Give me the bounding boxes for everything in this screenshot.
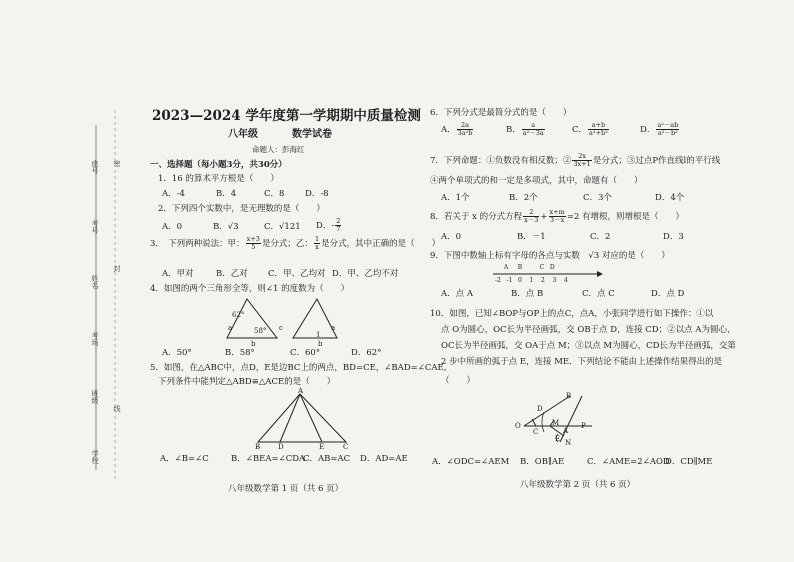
q4-label-62: 62° [232, 311, 245, 319]
q4-label-c: c [279, 324, 283, 332]
q8-text-b: =2 有增根，则增根是（ ） [566, 212, 685, 222]
q3-option-b: B．乙对 [216, 269, 248, 279]
q4-label-b2: b [318, 340, 323, 348]
denominator: 3a²b [457, 129, 473, 137]
number-line-tick: 2 [541, 277, 545, 284]
page-footer-left: 八年级数学第 1 页（共 6 页） [228, 484, 344, 494]
field-label: 姓名 [91, 275, 99, 289]
seal-mark: 线 [113, 405, 121, 412]
fraction [588, 122, 609, 137]
q2-d-prefix: D．- [316, 221, 335, 231]
q8-stem [430, 209, 684, 224]
q8-text-a: 8．若关于 x 的分式方程 [430, 212, 523, 222]
q9-stem: 9．下图中数轴上标有字母的各点与实数 √3 对应的是（ ） [430, 251, 670, 261]
q4-label-a: a [228, 324, 233, 332]
q5-option-a: A．∠B=∠C [160, 454, 209, 464]
q8-option-d: D．3 [663, 232, 684, 242]
q8-option-a: A．0 [441, 232, 462, 242]
grade-label: 八年级 [228, 129, 258, 140]
fraction [656, 122, 679, 137]
q10-option-a: A．∠ODC=∠AEM [432, 457, 510, 467]
q10-point-e: E [555, 435, 561, 443]
q5-point-b: B [255, 443, 261, 451]
numerator: 2 [336, 217, 341, 225]
page-footer-right: 八年级数学第 2 页（共 6 页） [520, 480, 636, 490]
q4-stem: 4．如图的两个三角形全等，则∠1 的度数为（ ） [150, 284, 350, 294]
numerator: x+m [549, 208, 565, 216]
numerator: a²－ab [657, 121, 679, 129]
number-line-letter: B [517, 264, 523, 271]
q5-point-e: E [319, 443, 325, 451]
field-label: 座号 [91, 160, 99, 174]
number-line-tick: -2 [495, 277, 501, 284]
q10-point-b: B [566, 392, 572, 400]
numerator: 2x [572, 153, 591, 161]
q10-point-p: P [581, 422, 586, 430]
denominator: 3－x [550, 216, 565, 224]
q1-option-a: A．-4 [162, 189, 185, 199]
number-line-letter: D [549, 264, 555, 271]
q4-option-b: B．58° [225, 348, 255, 358]
q5-stem-line1: 5．如图，在△ABC中，点D，E是边BC上的两点，BD=CE，∠BAD=∠CAE, [150, 363, 447, 373]
q3-option-a: A．甲对 [162, 269, 194, 279]
q10-point-c: C [533, 428, 539, 436]
q10-stem-line1: 10．如图，已知∠BOP与OP上的点C，点A，小张同学进行如下操作：①以 [430, 309, 714, 319]
numerator: a+b [588, 122, 609, 130]
numerator: 2a [457, 122, 474, 130]
seal-mark: 封 [113, 265, 121, 272]
q10-point-o: O [515, 422, 521, 430]
denominator: 3x+1 [573, 160, 591, 168]
field-label: 班级 [91, 390, 99, 404]
q10-option-d: D．CD∥ME [665, 457, 713, 467]
q6-stem: 6．下列分式是最简分式的是（ ） [430, 108, 572, 118]
numerator: a [522, 122, 545, 130]
fraction [523, 209, 539, 224]
numerator: x+3 [246, 235, 260, 243]
q9-option-d: D．点 D [651, 289, 685, 299]
fraction [457, 122, 474, 137]
subject-label: 数学试卷 [292, 129, 332, 140]
q4-label-a2: a [331, 324, 336, 332]
number-line-tick: -1 [506, 277, 513, 284]
fraction [549, 209, 566, 224]
q9-option-a: A．点 A [441, 289, 473, 299]
q7-option-d: D．4个 [655, 193, 685, 203]
number-line-tick: 4 [564, 277, 568, 284]
q3-option-c: C．甲、乙均对 [268, 269, 326, 279]
q8-option-c: C．2 [590, 232, 611, 242]
q10-stem-line5: （ ） [441, 376, 476, 386]
field-label: 学校 [91, 450, 99, 464]
q7-option-a: A．1个 [441, 193, 470, 203]
q10-point-m: M [552, 419, 560, 427]
fraction [572, 153, 591, 168]
q1-stem: 1．16 的算术平方根是（ ） [158, 174, 279, 184]
q10-option-c: C．∠AME=2∠AOD [587, 457, 670, 467]
number-line-tick: 3 [552, 277, 557, 284]
q7-option-c: C．3个 [583, 193, 612, 203]
q4-option-a: A．50° [162, 348, 192, 358]
q8-option-b: B．－1 [517, 232, 546, 242]
q1-option-d: D．-8 [305, 189, 329, 199]
field-label: 考号 [91, 220, 99, 234]
denominator: 7 [336, 225, 341, 233]
q10-stem-line4: 2 步中所画的弧于点 E，连接 ME．下列结论不能由上述操作结果得出的是 [441, 357, 723, 367]
q5-point-c: C [343, 443, 349, 451]
author-label: 命题人：彭海红 [252, 145, 305, 154]
section-heading: 一、选择题（每小题3分，共30分） [150, 160, 287, 170]
q4-label-58: 58° [254, 327, 267, 335]
q7-stem-line2: ④两个单项式的和一定是多项式，其中，命题有（ ） [430, 176, 643, 186]
fraction [335, 218, 341, 233]
q4-congruent-triangles-figure [225, 295, 365, 345]
q10-stem-line2: 点 O为圆心，OC长为半径画弧，交 OB于点 D，连接 CD；②以点 A为圆心， [441, 325, 736, 335]
q9-option-b: B．点 B [511, 289, 544, 299]
q10-point-d: D [537, 405, 543, 413]
number-line-letter: C [539, 264, 545, 271]
q5-option-c: C．AB=AC [303, 454, 351, 464]
seal-mark: 密 [113, 160, 121, 167]
denominator: x [315, 243, 319, 251]
fraction [314, 236, 320, 251]
q1-option-b: B．4 [216, 189, 237, 199]
field-label: 考场 [91, 332, 99, 346]
q3-text-b: 是分式；乙： [261, 239, 313, 249]
exam-title: 2023—2024 学年度第一学期期中质量检测 [152, 108, 421, 124]
q6-option-c: C． $\frac{a+b}{\text{a²+b²}}$ [572, 121, 608, 137]
q4-option-d: D．62° [351, 348, 382, 358]
q7-stem-line1 [430, 153, 720, 168]
q4-option-c: C．60° [290, 348, 321, 358]
denominator: 5 [251, 243, 256, 251]
number-line-tick: 1 [529, 277, 534, 284]
denominator: x－3 [524, 216, 539, 224]
q10-point-n: N [565, 439, 572, 447]
q4-label-b: b [251, 340, 256, 348]
q2-stem: 2．下列四个实数中，是无理数的是（ ） [158, 204, 325, 214]
q6-option-a: A． $\frac{2a}{\text{3a²b}}$ [441, 121, 473, 137]
q5-stem-line2: 下列条件中能判定△ABD≌△ACE的是（ ） [158, 377, 336, 387]
q10-stem-line3: OC长为半径画弧，交 OA于点 M；③以点 M为圆心，CD长为半径画弧，交第 [441, 341, 736, 351]
q9-option-c: C．点 C [582, 289, 615, 299]
denominator: a²+b² [589, 129, 608, 137]
numerator: 1 [314, 235, 320, 243]
q4-label-1: 1 [316, 331, 321, 339]
q5-option-b: B．∠BEA=∠CDA [231, 454, 306, 464]
fraction [246, 236, 261, 251]
q7-text-b: 是分式；③过点P作直线l的平行线 [592, 156, 721, 166]
q7-option-b: B．2个 [509, 193, 538, 203]
denominator: a²－3a [522, 129, 544, 137]
q5-option-d: D．AD=AE [360, 454, 408, 464]
q2-option-d [316, 218, 342, 233]
q1-option-c: C．8 [264, 189, 285, 199]
q10-option-b: B．OB∥AE [520, 457, 565, 467]
number-line-tick: 0 [518, 277, 522, 284]
q6-option-b: B． $\frac{a}{\text{a²－3a}}$ [506, 121, 544, 137]
q3-stem [150, 236, 440, 251]
q2-option-a: A．0 [162, 222, 183, 232]
q2-option-b: B．√3 [213, 222, 239, 232]
q10-point-a: A [563, 427, 569, 435]
q2-option-c: C．√121 [264, 222, 301, 232]
denominator: a²－b² [657, 129, 678, 137]
q8-operator: + [540, 212, 548, 222]
q3-text-c: 是分式，其中正确的是（ ） [321, 239, 441, 249]
q7-text-a: 7．下列命题：①负数没有相反数；② [430, 156, 572, 166]
numerator: 2 [523, 209, 539, 217]
q5-point-d: D [278, 443, 284, 451]
q6-option-d: D． $\frac{\text{a²－ab}}{\text{a²－b²}}$ [640, 121, 679, 137]
q5-point-a: A [298, 387, 304, 395]
q3-option-d: D．甲、乙均不对 [332, 269, 399, 279]
number-line-letter: A [503, 264, 509, 271]
q3-text-a: 3． 下列两种说法：甲： [150, 239, 245, 249]
fraction [522, 122, 545, 137]
